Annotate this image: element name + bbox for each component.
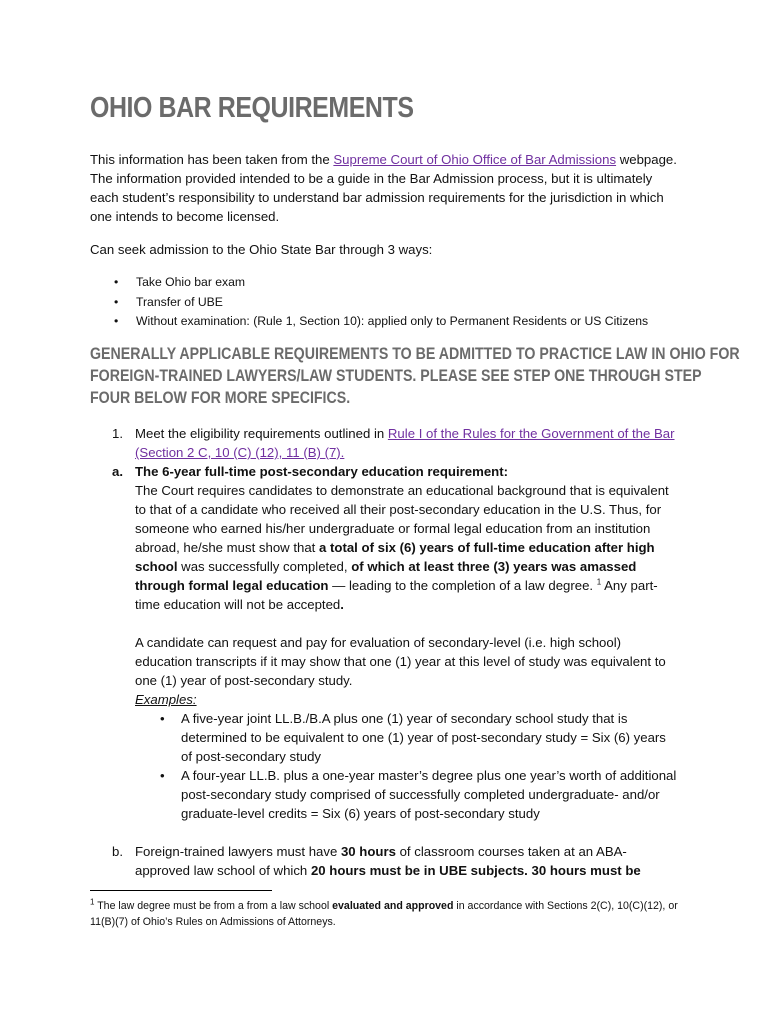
item-b-bold-text: 30 hours [340,844,396,859]
item-a-text: The Court requires candidates to demonstrate an educational background that is equivalent to that of a candidate who received all their post-secondary education in the U.S. Thus, for someone who earned his/her undergraduate or formal legal education from an institution abroad, he/she must show that [135,483,669,555]
section-heading-line: FOUR BELOW FOR MORE SPECIFICS. [90,389,351,407]
intro-text-pre: This information has been taken from the [90,152,334,167]
item-a-body [135,462,680,823]
ways-list [90,273,690,332]
intro-text-post: webpage. The information provided intended to be a guide in the Bar Admission process, but it is ultimately each student’s responsibility to understand bar admission requirements for the jurisdiction in which one intends to become licensed. [90,152,677,224]
item-b-marker: b. [112,844,123,859]
item-a-text: Any part-time education will not be accepted [135,578,658,612]
section-heading-line: FOREIGN-TRAINED LAWYERS/LAW STUDENTS. PLEASE SEE STEP ONE THROUGH STEP [90,367,702,385]
spacer [135,614,680,633]
item-1-marker: 1. [112,426,123,441]
item-a-bold-text: . [340,597,344,612]
item-b-bold-text: 30 hours must be [531,863,641,878]
footnote-text: The law degree must be from a from a law school [94,900,333,912]
item-a-paragraph-1 [135,481,680,614]
item-a-bold-text: a total of six (6) years of full-time education after high school [135,540,655,574]
list-item: • Without examination: (Rule 1, Section 10): applied only to Permanent Residents or US Citizens [90,312,690,332]
ways-intro: Can seek admission to the Ohio State Bar through 3 ways: [90,242,433,257]
section-heading-line: GENERALLY APPLICABLE REQUIREMENTS TO BE ADMITTED TO PRACTICE LAW IN OHIO FOR [90,345,740,363]
section-heading [90,343,740,409]
item-1-text [135,424,680,462]
list-item: • Transfer of UBE [90,293,690,313]
item-a-marker-text: a. [112,464,123,479]
examples-list [135,709,680,823]
item-a-text: — leading to the completion of a law degree. [328,578,597,593]
item-1-pre: Meet the eligibility requirements outlined in [135,426,388,441]
footnote-divider [90,890,272,891]
footnote-bold-text: evaluated and approved [332,900,454,912]
item-a-paragraph-2: A candidate can request and pay for evaluation of secondary-level (i.e. high school) education transcripts if it may show that one (1) year at this level of study was equivalent to one (1) year of post-secondary study. [135,635,666,688]
item-b-body [135,842,680,880]
bar-admissions-link[interactable]: Supreme Court of Ohio Office of Bar Admissions [333,152,617,167]
footnote-ref[interactable]: 1 [596,577,602,587]
item-a-marker [112,462,123,481]
item-a-bold-text: of which at least three (3) years was amassed through formal legal education [135,559,637,593]
intro-paragraph [90,150,680,226]
rule-one-link-text: Rule I of the Rules for the Government of the Bar (Section 2 C, 10 (C) (12), 11 (B) (7). [135,426,675,460]
examples-label-text: Examples: [135,692,197,707]
item-b-text: of classroom courses taken at an ABA-approved law school of which [135,844,627,878]
item-b-bold-text: 20 hours must be in UBE subjects. [310,863,528,878]
examples-label [135,690,680,709]
item-a-heading: The 6-year full-time post-secondary education requirement: [135,464,508,479]
page-title: OHIO BAR REQUIREMENTS [90,92,414,124]
item-b-text: Foreign-trained lawyers must have [135,844,341,859]
list-item: • Take Ohio bar exam [90,273,690,293]
footnote [90,898,680,930]
footnote-text: in accordance with Sections 2(C), 10(C)(12), or 11(B)(7) of Ohio’s Rules on Admissions of Attorneys. [90,900,678,928]
item-a-text: was successfully completed, [177,559,352,574]
footnote-number: 1 [90,897,95,907]
list-item: • A five-year joint LL.B./B.A plus one (1) year of secondary school study that is determined to be equivalent to one (1) year of post-secondary study = Six (6) years of post-secondary study [135,709,680,766]
list-item: • A four-year LL.B. plus a one-year master’s degree plus one year’s worth of additional post-secondary study comprised of successfully completed undergraduate- and/or graduate-level credits = Six (6) years of post-secondary study [135,766,680,823]
